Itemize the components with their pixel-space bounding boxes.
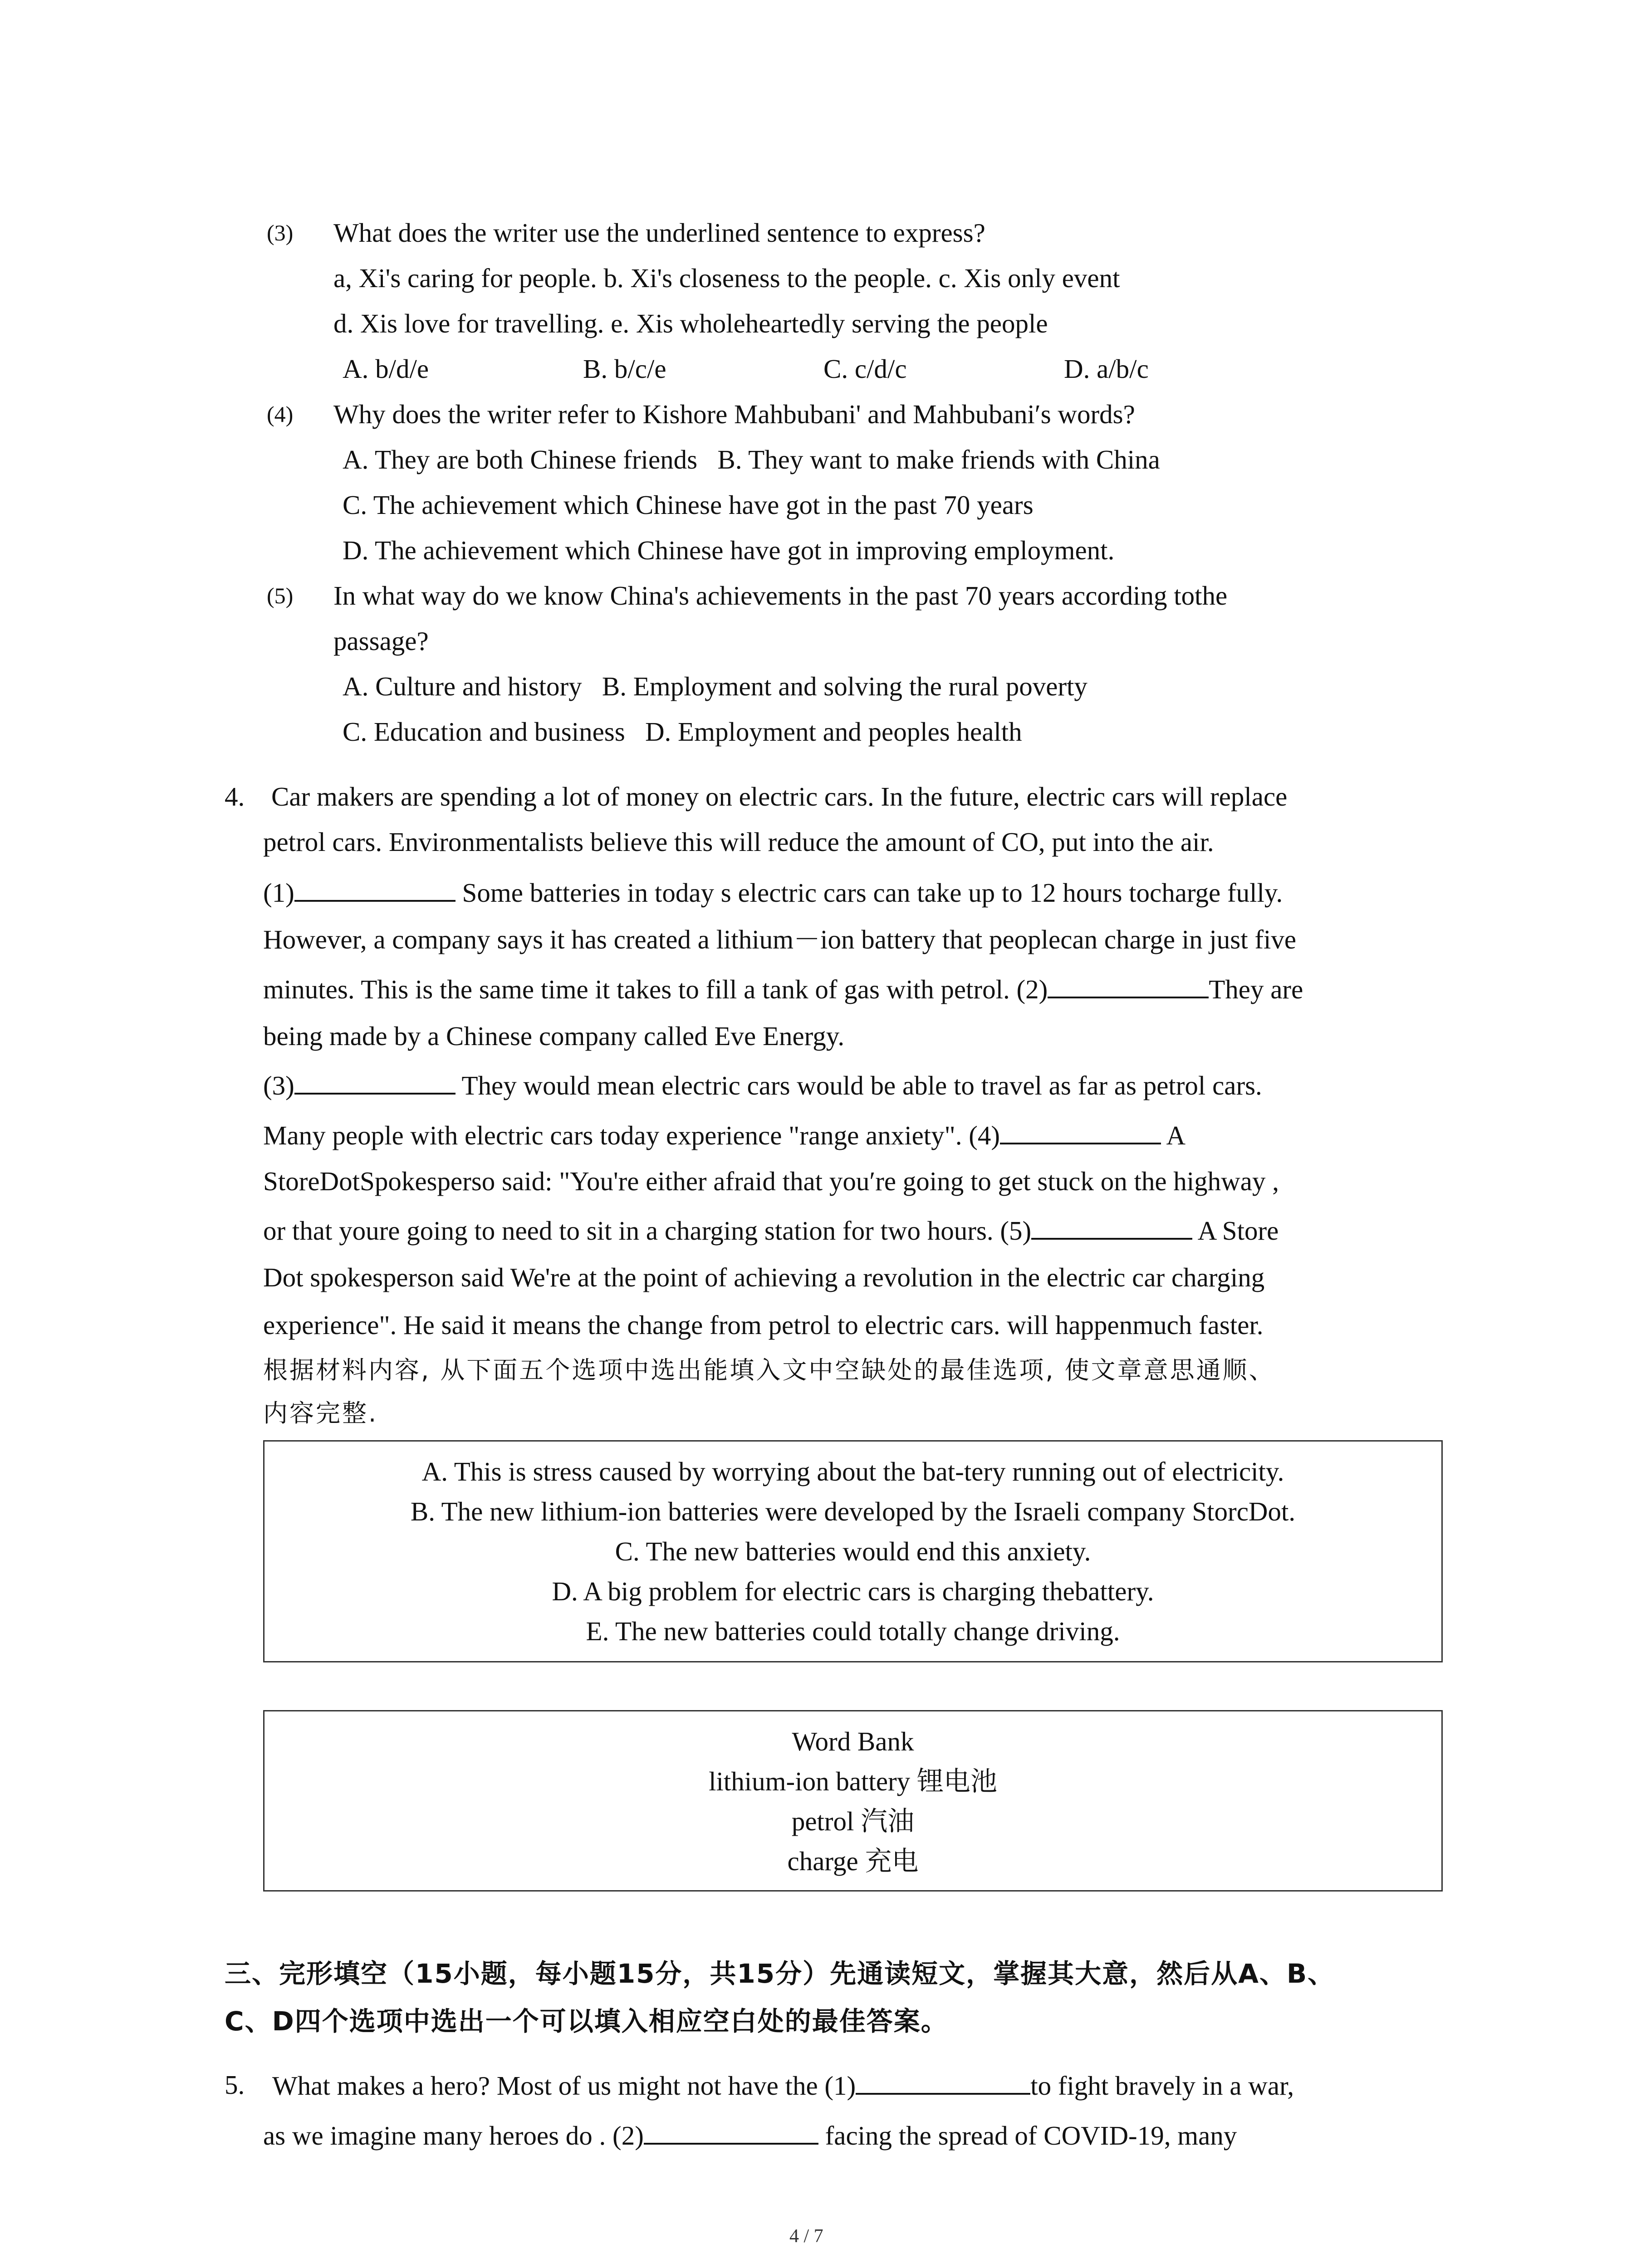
- passage-line: [263, 1213, 1279, 1247]
- option-d: D. a/b/c: [1064, 354, 1149, 384]
- option-a: A. This is stress caused by worrying about the bat-tery running out of electricity.: [421, 1457, 1284, 1486]
- passage-line: being made by a Chinese company called Eve Energy.: [263, 1021, 845, 1051]
- answer-blank-2[interactable]: [644, 2118, 818, 2145]
- answer-blank-2[interactable]: [1048, 972, 1209, 998]
- passage-line: petrol cars. Environmentalists believe this will reduce the amount of CO, put into the air.: [263, 827, 1214, 857]
- word-bank-box: [263, 1710, 1443, 1892]
- question-text: passage?: [333, 626, 429, 656]
- passage-line: [272, 2068, 1294, 2102]
- passage-text: Some batteries in today s electric cars can take up to 12 hours tocharge fully.: [455, 878, 1283, 908]
- option-e: E. The new batteries could totally change driving.: [586, 1616, 1120, 1646]
- passage-line: experience". He said it means the change from petrol to electric cars. will happenmuch faster.: [263, 1310, 1264, 1340]
- passage-text: They are: [1209, 974, 1303, 1004]
- passage-line: [263, 875, 1283, 909]
- sub-question-number: (5): [267, 583, 294, 608]
- passage-text: They would mean electric cars would be able to travel as far as petrol cars.: [455, 1070, 1262, 1100]
- passage-line: [263, 972, 1303, 1006]
- passage-line: [263, 1118, 1185, 1152]
- passage-line: However, a company says it has created a lithium－ion battery that peoplecan charge in just five: [263, 924, 1297, 954]
- option-c: C. c/d/c: [823, 354, 907, 384]
- option-b: B. b/c/e: [583, 354, 666, 384]
- blank-label: (3): [263, 1070, 294, 1100]
- passage-text: A: [1161, 1120, 1186, 1150]
- passage-text: facing the spread of COVID-19, many: [818, 2121, 1237, 2151]
- passage-line: Dot spokesperson said We're at the point of achieving a revolution in the electric car charging: [263, 1262, 1265, 1292]
- option-d: D. A big problem for electric cars is charging thebattery.: [552, 1576, 1154, 1606]
- passage-text: to fight bravely in a war,: [1030, 2071, 1294, 2101]
- passage-text: as we imagine many heroes do . (2): [263, 2121, 644, 2151]
- question-number: 4.: [225, 782, 245, 811]
- question-number: 5.: [225, 2070, 245, 2100]
- passage-line: Car makers are spending a lot of money on electric cars. In the future, electric cars will replace: [271, 782, 1288, 811]
- option-c: C. The new batteries would end this anxiety.: [615, 1536, 1091, 1566]
- sub-question-number: (3): [267, 220, 294, 245]
- page-number: 4 / 7: [789, 2226, 823, 2247]
- option-b: B. The new lithium-ion batteries were developed by the Israeli company StorcDot.: [410, 1496, 1296, 1526]
- passage-text: Many people with electric cars today experience "range anxiety". (4): [263, 1120, 1000, 1150]
- option-a: A. b/d/e: [343, 354, 429, 384]
- question-text: In what way do we know China's achievements in the past 70 years according tothe: [333, 581, 1228, 611]
- option-line: C. Education and business D. Employment and peoples health: [343, 717, 1022, 747]
- passage-text: What makes a hero? Most of us might not have the (1): [272, 2071, 856, 2101]
- word-bank-title: Word Bank: [792, 1726, 914, 1756]
- blank-label: (1): [263, 878, 294, 908]
- option-line: A. Culture and history B. Employment and solving the rural poverty: [343, 671, 1087, 701]
- options-box: [263, 1440, 1443, 1662]
- option-line: C. The achievement which Chinese have got in the past 70 years: [343, 490, 1034, 520]
- statement-line: a, Xi's caring for people. b. Xi's closeness to the people. c. Xis only event: [333, 263, 1120, 293]
- passage-line: [263, 2118, 1237, 2152]
- word-bank-item: petrol 汽油: [791, 1806, 915, 1836]
- question-text: Why does the writer refer to Kishore Mahbubani' and Mahbubani′s words?: [333, 399, 1135, 429]
- word-bank-item: charge 充电: [787, 1846, 919, 1876]
- passage-text: A Store: [1192, 1216, 1279, 1246]
- option-line: D. The achievement which Chinese have got in improving employment.: [343, 535, 1115, 565]
- instruction-line: 根据材料内容, 从下面五个选项中选出能填入文中空缺处的最佳选项, 使文章意思通顺、: [263, 1356, 1275, 1384]
- passage-line: [263, 1068, 1262, 1102]
- answer-blank-4[interactable]: [1000, 1118, 1161, 1144]
- word-bank-item: lithium-ion battery 锂电池: [709, 1766, 997, 1796]
- sub-question-number: (4): [267, 401, 294, 427]
- option-line: A. They are both Chinese friends B. They want to make friends with China: [343, 445, 1160, 474]
- passage-text: minutes. This is the same time it takes to fill a tank of gas with petrol. (2): [263, 974, 1048, 1004]
- answer-blank-3[interactable]: [294, 1068, 456, 1095]
- statement-line: d. Xis love for travelling. e. Xis wholeheartedly serving the people: [333, 308, 1048, 338]
- passage-text: or that youre going to need to sit in a charging station for two hours. (5): [263, 1216, 1032, 1246]
- answer-blank-5[interactable]: [1031, 1213, 1192, 1240]
- section-heading: C、D四个选项中选出一个可以填入相应空白处的最佳答案。: [225, 2006, 948, 2037]
- answer-blank-1[interactable]: [294, 875, 456, 902]
- instruction-line: 内容完整.: [263, 1399, 378, 1427]
- passage-line: StoreDotSpokesperso said: "You're either afraid that you′re going to get stuck on the highway ,: [263, 1166, 1279, 1196]
- answer-blank-1[interactable]: [856, 2068, 1030, 2095]
- question-text: What does the writer use the underlined sentence to express?: [333, 218, 985, 248]
- section-heading: 三、完形填空（15小题，每小题15分，共15分）先通读短文，掌握其大意，然后从A、B、: [225, 1958, 1335, 1989]
